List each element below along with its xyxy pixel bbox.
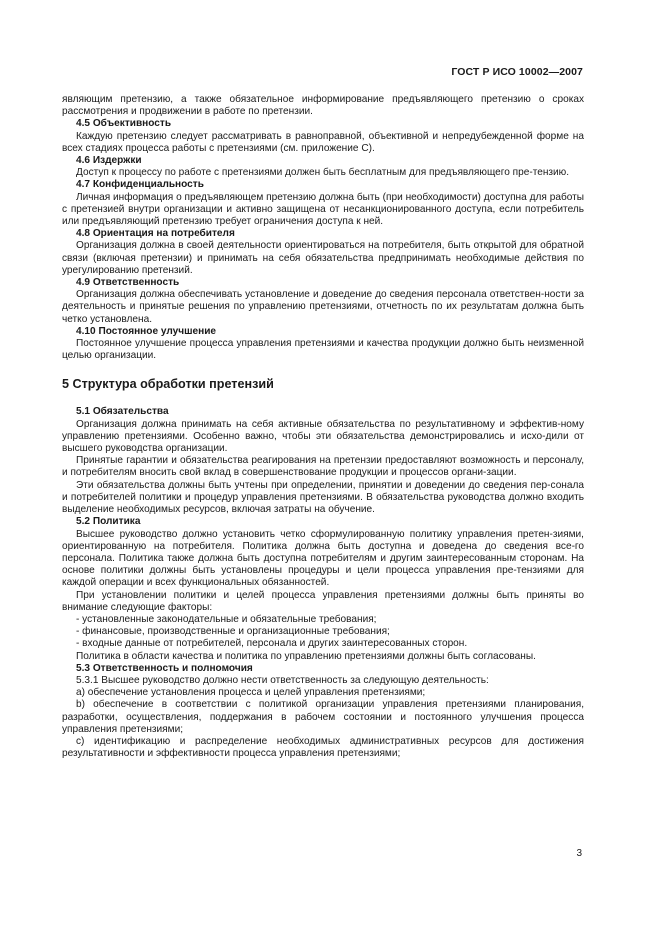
list-item: - входные данные от потребителей, персонала и других заинтересованных сторон. <box>76 638 468 650</box>
section-heading: 5.1 Обязательства <box>76 406 169 418</box>
paragraph: Личная информация о предъявляющем претензию должна быть (при необходимости) доступна для работы с претензией внутри организации и активно защищена от несанкционированного доступа, если потребитель или предъявляющий претензию требует ограничения доступа к ней. <box>62 191 584 228</box>
document-body <box>62 94 584 760</box>
list-item: с) идентификацию и распределение необходимых административных ресурсов для достижения результативности и эффективности процесса управления претензиями; <box>62 735 584 760</box>
paragraph: Организация должна принимать на себя активные обязательства по результативному и эффектив-ному управлению претензиями. Особенно важно, чтобы эти обязательства демонстрировались и исхо-дили от высшего руководства организации. <box>62 418 584 455</box>
list-item: - установленные законодательные и обязательные требования; <box>76 613 377 625</box>
paragraph: Принятые гарантии и обязательства реагирования на претензии предоставляют возможность и персоналу, и потребителям вносить свой вклад в совершенствование продукции и процессов органи-зации. <box>62 455 584 479</box>
paragraph: Постоянное улучшение процесса управления претензиями и качества продукции должно быть неизменной целью организации. <box>62 338 584 362</box>
list-item: - финансовые, производственные и организационные требования; <box>76 626 390 638</box>
page-number: 3 <box>576 848 582 859</box>
paragraph: Высшее руководство должно установить четко сформулированную политику управления претен-зиями, ориентированную на потребителя. Политика должна быть доступна и доведена до сведения все-го персонала. Политика также должна быть доступна потребителям и другим заинтересованным сторонам. На основе политики должны быть установлены процедуры и цели процесса управления пре-тензиями для каждой операции и всех функциональных обязанностей. <box>62 528 584 589</box>
paragraph: являющим претензию, а также обязательное информирование предъявляющего претензию о сроках рассмотрения и продвижении в работе по претензии. <box>62 94 584 118</box>
section-heading: 4.8 Ориентация на потребителя <box>76 228 235 240</box>
paragraph: Доступ к процессу по работе с претензиями должен быть бесплатным для предъявляющего пре-тензию. <box>76 167 570 179</box>
section-heading: 4.7 Конфиденциальность <box>76 179 204 191</box>
paragraph: Организация должна обеспечивать установление и доведение до сведения персонала ответствен-ности за деятельность и принятые решения по управлению претензиями, отчетность по их результатам должна быть четко установлена. <box>62 289 584 325</box>
list-item: а) обеспечение установления процесса и целей управления претензиями; <box>76 687 426 699</box>
chapter-heading: 5 Структура обработки претензий <box>62 377 274 392</box>
section-heading: 4.9 Ответственность <box>76 277 180 289</box>
section-heading: 4.5 Объективность <box>76 118 172 130</box>
section-heading: 4.10 Постоянное улучшение <box>76 325 217 337</box>
paragraph: Политика в области качества и политика по управлению претензиями должны быть согласованы. <box>76 650 536 662</box>
section-heading: 5.3 Ответственность и полномочия <box>76 662 253 674</box>
section-heading: 5.2 Политика <box>76 516 141 528</box>
paragraph: При установлении политики и целей процесса управления претензиями должны быть приняты во внимание следующие факторы: <box>62 589 584 613</box>
paragraph: 5.3.1 Высшее руководство должно нести ответственность за следующую деятельность: <box>76 674 489 686</box>
paragraph: Организация должна в своей деятельности ориентироваться на потребителя, быть открытой для обратной связи (включая претензии) и принимать на себя обязательства предпринимать необходимые действия по урегулированию претензий. <box>62 240 584 276</box>
list-item: b) обеспечение в соответствии с политикой организации управления претензиями планирования, разработки, осуществления, поддержания в рабочем состоянии и постоянного улучшения процесса управления претензиями; <box>62 699 584 735</box>
section-heading: 4.6 Издержки <box>76 155 142 167</box>
paragraph: Каждую претензию следует рассматривать в равноправной, объективной и непредубежденной форме на всех стадиях процесса работы с претензиями (см. приложение С). <box>62 130 584 154</box>
document-code-header: ГОСТ Р ИСО 10002—2007 <box>451 66 583 78</box>
paragraph: Эти обязательства должны быть учтены при определении, принятии и доведении до сведения пер-сонала и потребителей политики и процедур управления претензиями. В обязательства руководства должно входить выделение необходимых ресурсов, включая затраты на обучение. <box>62 479 584 516</box>
